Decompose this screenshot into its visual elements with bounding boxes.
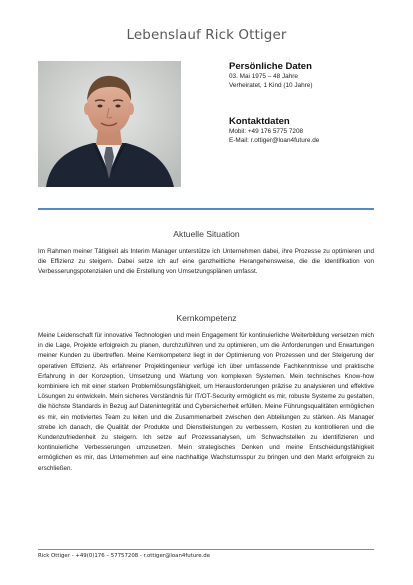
competence-heading: Kernkompetenz xyxy=(176,313,237,323)
contact-mobile: Mobil: +49 176 5775 7208 xyxy=(229,128,304,135)
birth-date: 03. Mai 1975 – 48 Jahre xyxy=(229,73,298,80)
footer-contact: Rick Ottiger - +49(0)176 – 57757208 - r.ottiger@loan4future.de xyxy=(38,553,211,559)
marital-status: Verheiratet, 1 Kind (10 Jahre) xyxy=(229,82,313,89)
personal-data-heading: Persönliche Daten xyxy=(229,61,312,72)
footer-divider xyxy=(38,549,374,550)
personal-data-block xyxy=(229,61,399,90)
contact-heading: Kontaktdaten xyxy=(229,116,290,127)
profile-photo xyxy=(38,61,181,187)
competence-text: Meine Leidenschaft für innovative Technologien und mein Engagement für kontinuierliche Weiterbildung versetzen mich in die Lage, Projekte erfolgreich zu planen, durchzuführen und zu optimieren, um die Anforderungen und Erwartungen meiner Kunden zu übertreffen. Meine Kernkompetenz liegt in der Optimierung von Prozessen und der Steigerung der operativen Effizienz. Als erfahrener Projektingenieur verfüge ich über umfassende Fachkenntnisse und praktische Erfahrung in der Konzeption, Umsetzung und Wartung von komplexen Systemen. Mein technisches Know-how kombiniere ich mit einer starken Problemlösungsfähigkeit, um Herausforderungen präzise zu analysieren und effektive Lösungen zu entwickeln. Mein sicheres Verständnis für IT/OT-Security ermöglicht es mir, robuste Systeme zu gestalten, die höchste Standards in Bezug auf Datenintegrität und Cybersicherheit erfüllen. Meine Führungsqualitäten ermöglichen es mir, ein motiviertes Team zu leiten und die Zusammenarbeit zwischen den Abteilungen zu stärken. Als Manager strebe ich danach, die Qualität der Produkte und Dienstleistungen zu verbessern, Kosten zu kontrollieren und die Kundenzufriedenheit zu steigern. Ich setze auf Prozessanalysen, um Schwachstellen zu identifizieren und kontinuierliche Verbesserungen umzusetzen. Mein strategisches Denken und meine Entscheidungsfähigkeit ermöglichen es mir, das Unternehmen auf eine nachhaltige Wachstumsspur zu bringen und den Markt erfolgreich zu erschließen. xyxy=(38,332,374,472)
page-title: Lebenslauf Rick Ottiger xyxy=(126,27,287,43)
situation-heading: Aktuelle Situation xyxy=(173,229,240,239)
contact-email[interactable]: E-Mail: r.ottiger@loan4future.de xyxy=(229,137,320,144)
contact-data-block xyxy=(229,116,404,145)
section-divider xyxy=(38,208,374,210)
situation-text: Im Rahmen meiner Tätigkeit als Interim Manager unterstütze ich Unternehmen dabei, ihre Prozesse zu optimieren und die Effizienz zu steigern. Dabei setze ich auf eine ganzheitliche Herangehensweise, die die Identifikation von Verbesserungspotenzialen und die Erstellung von Umsetzungsplänen umfasst. xyxy=(38,248,374,276)
